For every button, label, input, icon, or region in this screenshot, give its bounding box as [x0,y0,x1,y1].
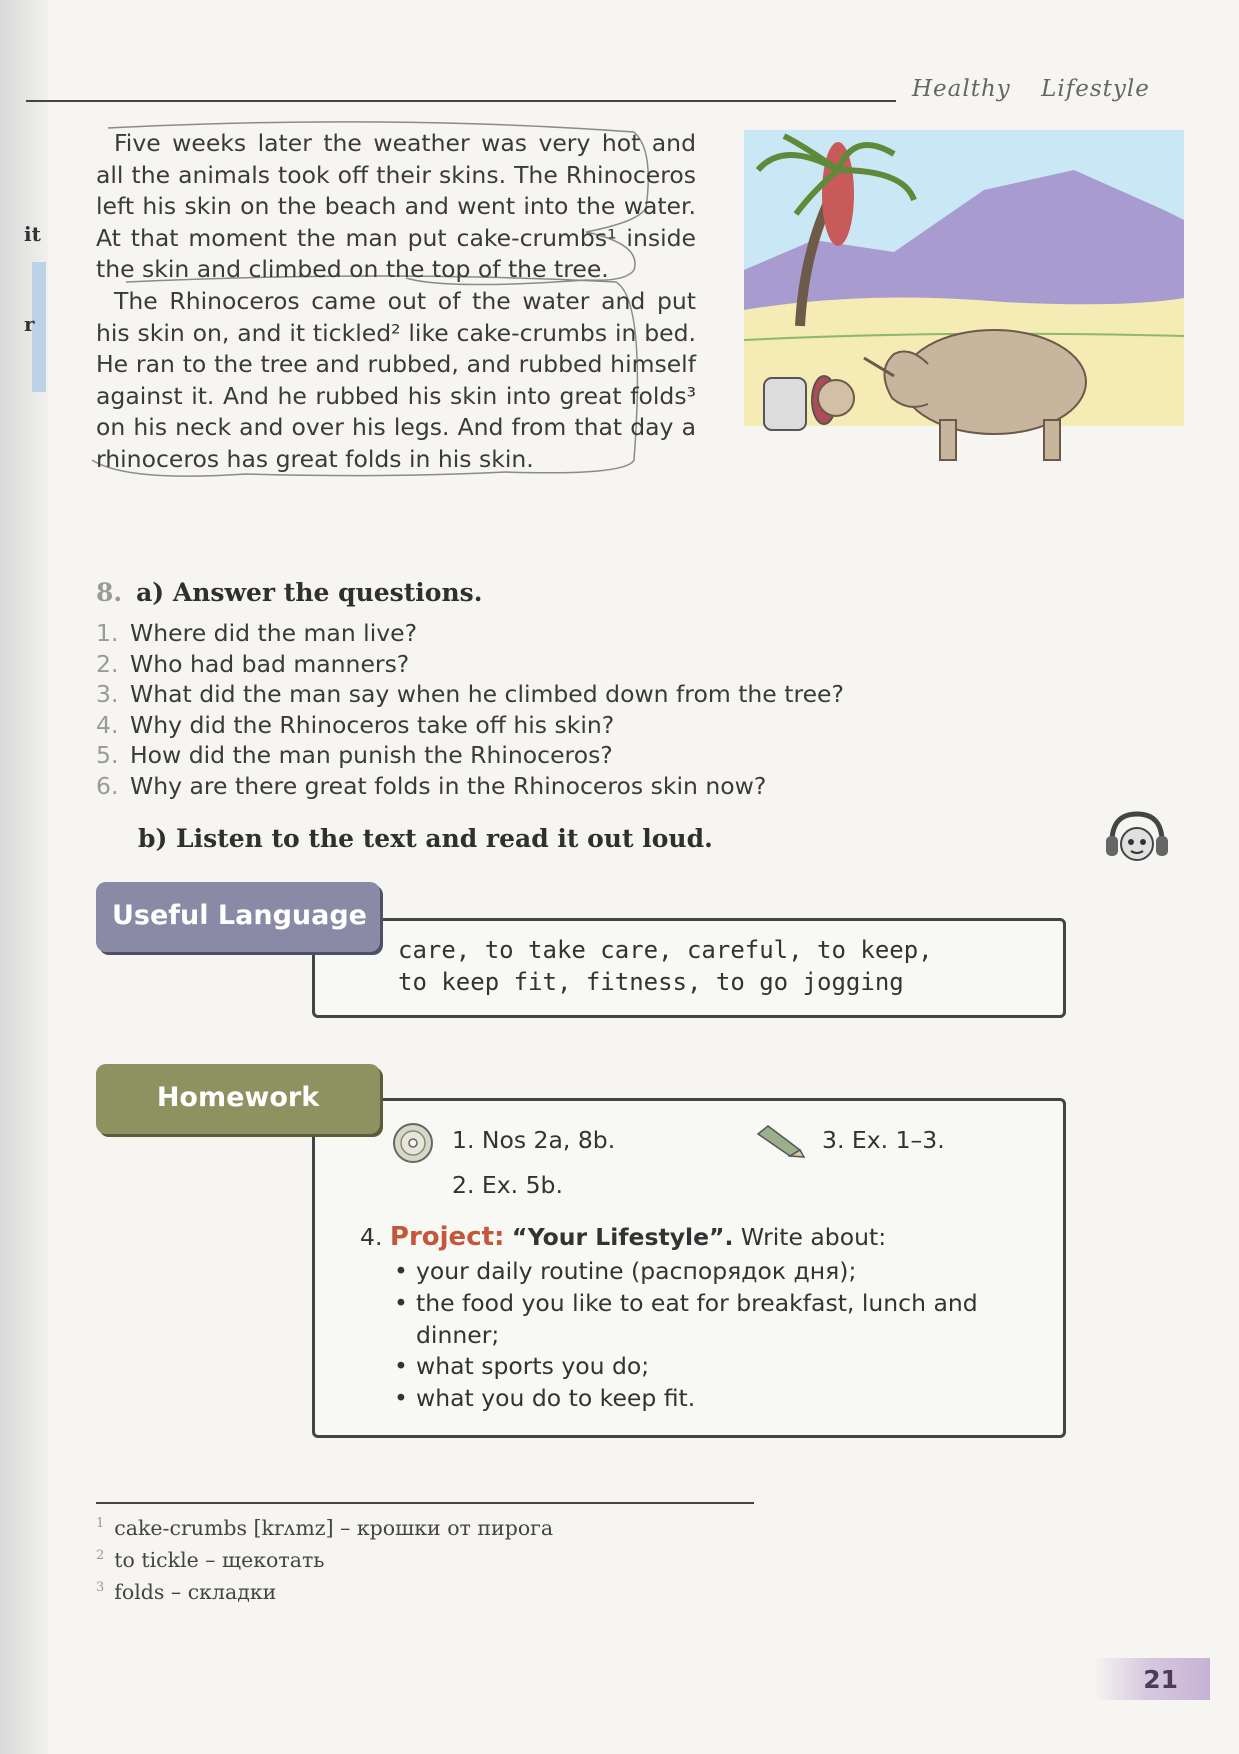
question-item [96,771,844,802]
headphones-icon [1104,808,1170,868]
question-number: 6. [96,771,119,800]
homework-item: 3. Ex. 1–3. [822,1126,945,1154]
footnote-rule [96,1502,754,1504]
question-item [96,679,844,710]
project-bullet-list [394,1256,1044,1415]
homework-item: 2. Ex. 5b. [452,1171,563,1199]
footnote [96,1510,553,1542]
header-rule [26,100,896,102]
homework-item: 1. Nos 2a, 8b. [452,1126,616,1154]
project-bullet: • your daily routine (распорядок дня); [394,1256,1044,1288]
useful-language-line: care, to take care, careful, to keep, [398,936,933,964]
project-bullet: • what you do to keep fit. [394,1383,1044,1415]
exercise-number: 8. [96,578,123,607]
question-item [96,740,844,771]
question-number: 4. [96,710,119,739]
question-item [96,618,844,649]
useful-language-text [398,934,933,998]
footnote-number: 3 [96,1579,105,1595]
footnote-text: folds – складки [114,1579,277,1604]
footnote-number: 2 [96,1547,105,1563]
project-label: Project: [389,1222,505,1252]
footnote [96,1574,553,1606]
homework-label: Homework [96,1064,380,1134]
section-title: Healthy Lifestyle [912,76,1150,102]
question-text: Where did the man live? [130,619,418,647]
story-paragraph: Five weeks later the weather was very hot and all the animals took off their skins. The Rhinoceros left his skin on the beach and went into the water. At that moment the man put cake-crumbs¹ inside the skin and climbed on the top of the tree. [96,129,696,284]
project-name: “Your Lifestyle”. [511,1223,734,1251]
question-list [96,618,844,802]
question-text: Why are there great folds in the Rhinoceros skin now? [130,771,767,800]
question-number: 3. [96,680,119,709]
question-number: 5. [96,741,119,770]
question-number: 1. [96,619,119,647]
question-number: 2. [96,649,119,678]
question-text: Who had bad manners? [130,649,410,678]
homework-item-number: 4. [360,1223,383,1251]
question-item [96,710,844,741]
page-number: 21 [1094,1658,1210,1700]
exercise-8-heading [96,578,482,607]
exercise-8b-instruction: b) Listen to the text and read it out loud. [138,824,713,853]
useful-language-label: Useful Language [96,882,380,952]
project-instruction: Write about: [740,1223,887,1251]
question-text: Why did the Rhinoceros take off his skin? [130,710,615,739]
question-item [96,649,844,680]
story-paragraph: The Rhinoceros came out of the water and put his skin on, and it tickled² like cake-crumbs in bed. He ran to the tree and rubbed, and rubbed himself against it. And he rubbed his skin into great folds³ on his neck and over his legs. And from that day a rhinoceros has great folds in his skin. [96,286,696,473]
question-text: How did the man punish the Rhinoceros? [130,741,613,770]
homework-project-line [360,1222,886,1252]
margin-fragment: r [24,312,35,336]
useful-language-line: to keep fit, fitness, to go jogging [398,968,904,996]
footnote-text: cake-crumbs [krʌmz] – крошки от пирога [114,1515,554,1540]
question-text: What did the man say when he climbed down from the tree? [130,680,844,709]
footnotes [96,1510,553,1605]
project-bullet: • what sports you do; [394,1351,1044,1383]
footnote [96,1542,553,1574]
pencil-icon [756,1124,806,1158]
story-text [96,128,696,476]
footnote-text: to tickle – щекотать [114,1547,325,1572]
exercise-8a-instruction: a) Answer the questions. [136,578,483,607]
margin-fragment: it [24,222,41,246]
cd-icon [392,1122,434,1164]
footnote-number: 1 [96,1516,105,1531]
project-bullet: • the food you like to eat for breakfast, lunch and dinner; [394,1288,1044,1352]
rhinoceros-illustration [744,130,1184,480]
